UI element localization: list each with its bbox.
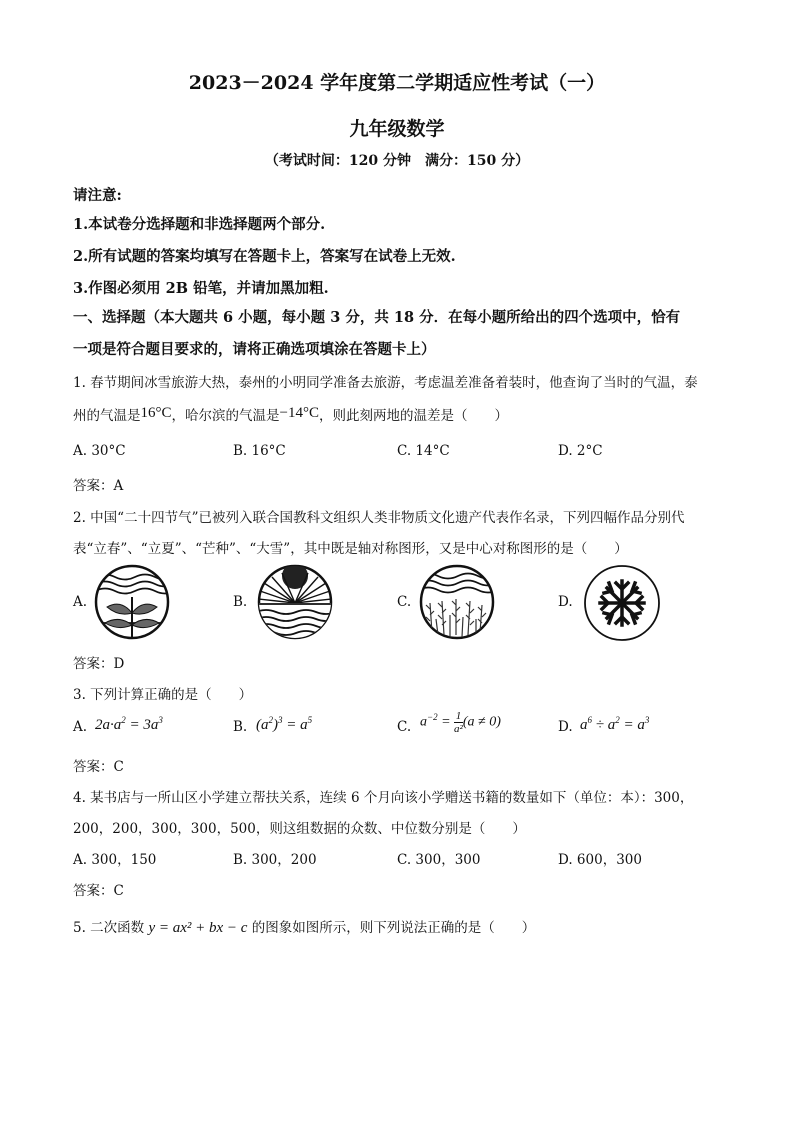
q2-label-a: A. (73, 594, 88, 610)
q3-label-c: C. (397, 719, 412, 735)
section-heading: 一、选择题（本大题共 6 小题，每小题 3 分，共 18 分．在每小题所给出的四个选项中，恰有 (73, 309, 681, 326)
question-4-line1: 4. 某书店与一所山区小学建立帮扶关系，连续 6 个月向该小学赠送书籍的数量如下（单位：本）：300， (73, 790, 694, 806)
section-heading-cont: 一项是符合题目要求的，请将正确选项填涂在答题卡上） (73, 341, 436, 358)
daxue-figure (582, 563, 662, 643)
q1-temp-harbin: −14°C (279, 405, 319, 421)
notice-item: 2.所有试题的答案均填写在答题卡上，答案写在试卷上无效. (73, 248, 456, 265)
q1-option-b: B. 16°C (233, 443, 286, 459)
q4-option-d: D. 600，300 (558, 852, 642, 868)
q1-answer: 答案：A (73, 478, 124, 494)
q2-label-d: D. (558, 594, 573, 610)
notice-item: 1.本试卷分选择题和非选择题两个部分. (73, 216, 326, 233)
q4-option-a: A. 300，150 (73, 852, 157, 868)
q4-option-b: B. 300，200 (233, 852, 317, 868)
q1-option-a: A. 30°C (73, 443, 126, 459)
question-4-line2: 200，200，300，300，500，则这组数据的众数、中位数分别是（ ） (73, 821, 526, 837)
q5-function: y = ax² + bx − c (148, 920, 248, 936)
q3-answer: 答案：C (73, 759, 124, 775)
q1-text: ，则此刻两地的温差是（ ） (318, 408, 508, 424)
q1-temp-taizhou: 16°C (140, 405, 172, 421)
q3-label-b: B. (233, 719, 248, 735)
q2-answer: 答案：D (73, 656, 125, 672)
mangzhong-figure (418, 563, 496, 641)
exam-title: 2023－2024 学年度第二学期适应性考试（一） (188, 72, 606, 94)
notice-item: 3.作图必须用 2B 铅笔，并请加黑加粗. (73, 280, 329, 297)
q4-option-c: C. 300，300 (397, 852, 481, 868)
exam-info: （考试时间：120 分钟 满分：150 分） (264, 153, 530, 169)
question-1-line2 (73, 404, 508, 425)
q3-option-a: $2a\cdot a^2 = 3a^3$ (95, 715, 163, 733)
q3-label-a: A. (73, 719, 88, 735)
q3-label-d: D. (558, 719, 573, 735)
q1-option-c: C. 14°C (397, 443, 450, 459)
q1-text: 州的气温是 (73, 408, 141, 424)
q1-option-d: D. 2°C (558, 443, 603, 459)
exam-subject: 九年级数学 (349, 118, 445, 140)
question-3-stem: 3. 下列计算正确的是（ ） (73, 687, 253, 703)
lixia-figure (256, 563, 334, 641)
q2-label-c: C. (397, 594, 412, 610)
q3-option-b: $(a^2)^3 = a^5$ (256, 715, 313, 733)
notice-heading: 请注意: (73, 187, 122, 204)
lichun-figure (93, 563, 171, 641)
q2-label-b: B. (233, 594, 248, 610)
question-1-line1: 1. 春节期间冰雪旅游大热，泰州的小明同学准备去旅游，考虑温差准备着装时，他查询了当时的气温，泰 (73, 375, 698, 391)
q1-text: ，哈尔滨的气温是 (171, 408, 280, 424)
q3-option-c: $a^{-2}$ = $\frac{1}{\text{a²}}$ (a ≠ 0) (420, 710, 501, 735)
question-2-line1: 2. 中国“二十四节气”已被列入联合国教科文组织人类非物质文化遗产代表作名录，下列四幅作品分别代 (73, 510, 685, 526)
question-5-stem: 5. 二次函数 y = ax² + bx − c 的图象如图所示，则下列说法正确的是（ ） (73, 920, 536, 936)
question-2-line2: 表“立春”、“立夏”、“芒种”、“大雪”，其中既是轴对称图形，又是中心对称图形的是（ ） (73, 541, 628, 557)
q3-option-d: $a^6 \div a^2 = a^3$ (580, 715, 650, 733)
q4-answer: 答案：C (73, 883, 124, 899)
